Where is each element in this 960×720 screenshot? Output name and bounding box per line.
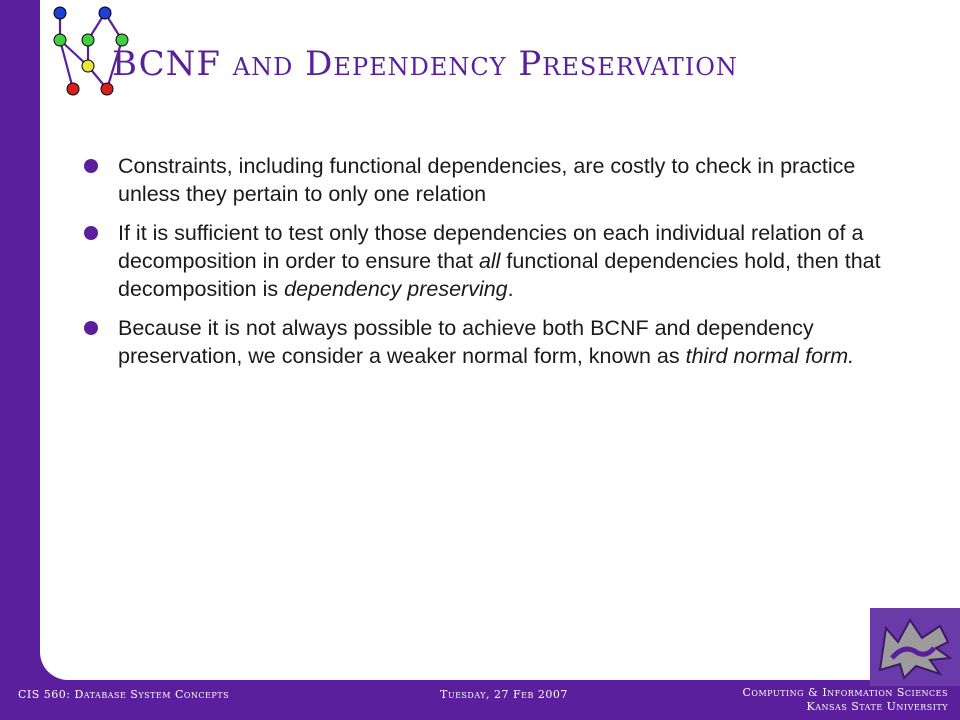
bullet-list [84,152,914,381]
bullet-text: . [507,277,514,301]
bullet-dot-icon [84,321,98,335]
bullet-item [84,314,914,370]
bullet-emphasis-text: dependency preserving [284,277,508,301]
bullet-item [84,219,914,303]
footer-dept: Computing & Information Sciences [742,686,948,699]
wildcat-logo-icon [870,608,960,686]
footer-university: Kansas State University [806,700,948,713]
footer-date: Tuesday, 27 Feb 2007 [440,688,568,701]
bullet-dot-icon [84,159,98,173]
bullet-text: Constraints, including functional dependencies, are costly to check in practice unless they pertain to only one relation [118,154,856,206]
slide-title: BCNF and Dependency Preservation [112,44,738,84]
bullet-text: Because it is not always possible to achieve both BCNF and dependency preservation, we consider a weaker normal form, known as [118,316,814,368]
footer-institution [743,686,948,716]
bullet-text: If it is sufficient to test only those dependencies on each individual relation of a decomposition in order to ensure that [118,221,864,273]
bullet-emphasis-text: third normal form. [685,344,855,368]
bullet-dot-icon [84,226,98,240]
footer-course: CIS 560: Database System Concepts [18,688,230,701]
bullet-item [84,152,914,208]
bullet-emphasis-text: all [478,249,501,273]
left-sidebar-band [0,0,40,720]
bullet-text: functional dependencies hold, then that decomposition is [118,249,881,301]
